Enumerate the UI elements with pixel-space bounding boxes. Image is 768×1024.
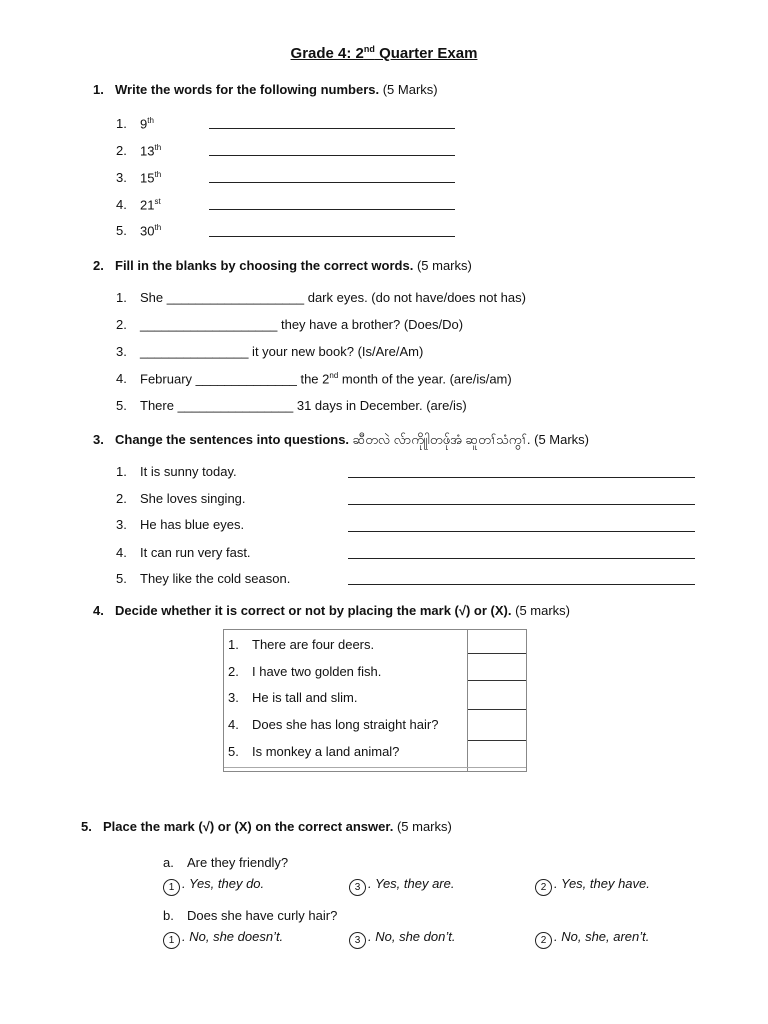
table-divider — [467, 630, 468, 771]
q2-item-4: 4. February ______________ the 2nd month of the year. (are/is/am) — [116, 371, 512, 387]
q2-item-1: 1. She ___________________ dark eyes. (do not have/does not has) — [116, 290, 526, 305]
q3-answer-line-5[interactable] — [348, 584, 695, 585]
circled-number-icon: 2 — [535, 879, 552, 896]
q3-item-3: 3. He has blue eyes. — [116, 517, 245, 532]
q5a-question: a. Are they friendly? — [163, 855, 289, 870]
question-1-heading: 1. Write the words for the following numbers. (5 Marks) — [93, 82, 438, 97]
q1-item-2: 2. 13th — [116, 143, 162, 159]
q5b-option-1[interactable]: 1 . No, she doesn’t. — [163, 929, 283, 949]
circled-number-icon: 2 — [535, 932, 552, 949]
question-5-heading: 5. Place the mark (√) or (X) on the correct answer. (5 marks) — [81, 819, 452, 834]
q3-answer-line-1[interactable] — [348, 477, 695, 478]
q5a-option-3[interactable]: 2 . Yes, they have. — [535, 876, 650, 896]
q5a-option-2[interactable]: 3 . Yes, they are. — [349, 876, 454, 896]
q4-table — [223, 629, 527, 772]
q3-item-2: 2. She loves singing. — [116, 491, 246, 506]
q4-row-2: 2. I have two golden fish. — [228, 664, 382, 679]
q1-answer-line-5[interactable] — [209, 236, 455, 237]
question-2-heading: 2. Fill in the blanks by choosing the correct words. (5 marks) — [93, 258, 472, 273]
q1-item-5: 5. 30th — [116, 223, 162, 239]
q1-answer-line-4[interactable] — [209, 209, 455, 210]
q2-item-5: 5. There ________________ 31 days in December. (are/is) — [116, 398, 467, 413]
q4-row-3: 3. He is tall and slim. — [228, 690, 358, 705]
q3-item-4: 4. It can run very fast. — [116, 545, 251, 560]
question-3-heading: 3. Change the sentences into questions. ဆီတလဲ လ်ာကိုုုါတဖ်ုအံ ဆူတၢ်သံကွၢ်. (5 Marks) — [93, 432, 589, 447]
q4-row-1: 1. There are four deers. — [228, 637, 375, 652]
table-bottom-rule — [224, 767, 526, 768]
q5b-option-3[interactable]: 2 . No, she, aren’t. — [535, 929, 649, 949]
circled-number-icon: 1 — [163, 879, 180, 896]
q4-answer-cell-3[interactable] — [468, 709, 526, 710]
q4-row-5: 5. Is monkey a land animal? — [228, 744, 400, 759]
q4-answer-cell-1[interactable] — [468, 653, 526, 654]
q4-answer-cell-2[interactable] — [468, 680, 526, 681]
q3-item-5: 5. They like the cold season. — [116, 571, 291, 586]
q5a-option-1[interactable]: 1 . Yes, they do. — [163, 876, 264, 896]
page-title: Grade 4: 2nd Quarter Exam — [290, 44, 478, 62]
q2-item-2: 2. ___________________ they have a brother? (Does/Do) — [116, 317, 464, 332]
q1-answer-line-1[interactable] — [209, 128, 455, 129]
q2-item-3: 3. _______________ it your new book? (Is/Are/Am) — [116, 344, 424, 359]
circled-number-icon: 1 — [163, 932, 180, 949]
q4-answer-cell-4[interactable] — [468, 740, 526, 741]
q5b-option-2[interactable]: 3 . No, she don’t. — [349, 929, 455, 949]
q1-item-1: 1. 9th — [116, 116, 154, 132]
q1-answer-line-2[interactable] — [209, 155, 455, 156]
q3-answer-line-4[interactable] — [348, 558, 695, 559]
q3-answer-line-3[interactable] — [348, 531, 695, 532]
q3-answer-line-2[interactable] — [348, 504, 695, 505]
circled-number-icon: 3 — [349, 879, 366, 896]
q4-row-4: 4. Does she has long straight hair? — [228, 717, 439, 732]
q1-item-4: 4. 21st — [116, 197, 161, 213]
question-4-heading: 4. Decide whether it is correct or not by placing the mark (√) or (X). (5 marks) — [93, 603, 570, 618]
q1-item-3: 3. 15th — [116, 170, 162, 186]
circled-number-icon: 3 — [349, 932, 366, 949]
q3-item-1: 1. It is sunny today. — [116, 464, 237, 479]
q1-answer-line-3[interactable] — [209, 182, 455, 183]
q5b-question: b. Does she have curly hair? — [163, 908, 338, 923]
